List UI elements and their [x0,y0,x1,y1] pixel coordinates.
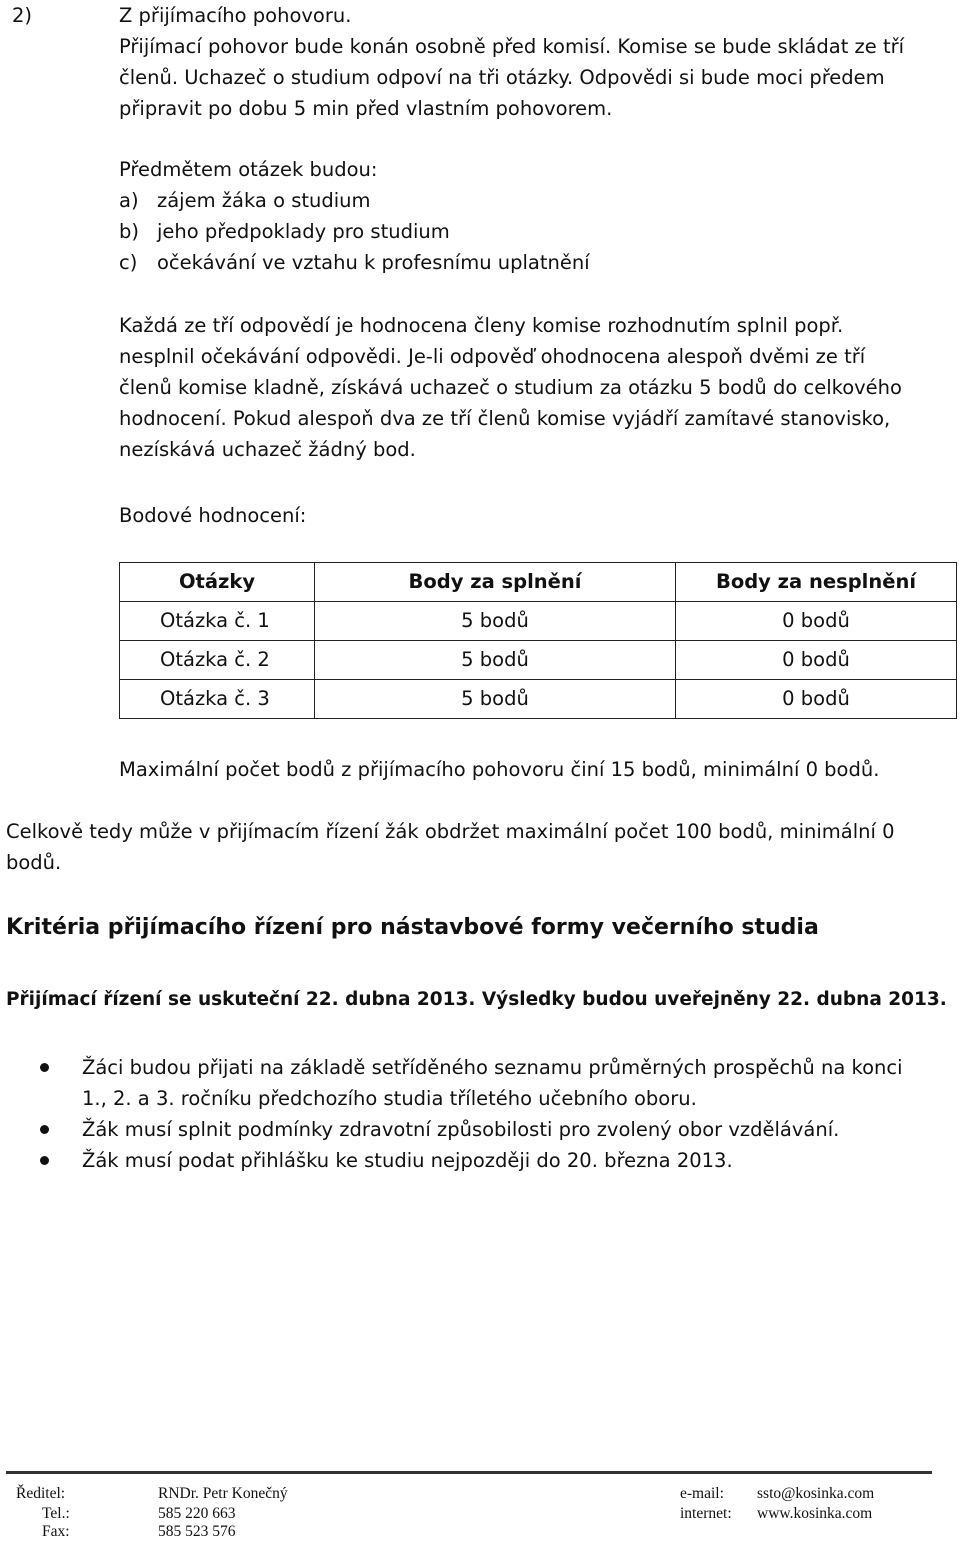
email-value: ssto@kosinka.com [757,1485,875,1502]
list-item [0,1114,903,1145]
question-subjects [119,154,590,278]
fax-label: Fax: [42,1523,70,1540]
total-points-paragraph [6,816,895,878]
bullet-icon [40,1156,49,1165]
list-item-line: Žák musí splnit podmínky zdravotní způsobilosti pro zvolený obor vzdělávání. [82,1118,840,1141]
internet-value: www.kosinka.com [757,1505,873,1522]
subjects-intro: Předmětem otázek budou: [119,158,378,181]
subject-text: zájem žáka o studium [157,189,371,212]
evaluation-paragraph [119,310,902,465]
subject-label: b) [119,220,139,243]
subject-label: c) [119,251,138,274]
table-row [120,602,957,641]
subject-item [119,216,590,247]
evening-study-heading: Kritéria přijímacího řízení pro nástavbové formy večerního studia [6,915,819,940]
table-row [120,680,957,719]
max-points-text: Maximální počet bodů z přijímacího pohovoru činí 15 bodů, minimální 0 bodů. [119,758,880,781]
scoring-heading: Bodové hodnocení: [119,504,307,527]
tel-label: Tel.: [42,1505,70,1522]
subject-text: očekávání ve vztahu k profesnímu uplatnění [157,251,590,274]
fax-value: 585 523 576 [158,1523,236,1540]
subject-item [119,185,590,216]
scoring-table [119,562,957,719]
table-cell: 5 bodů [315,641,676,680]
bullet-icon [40,1125,49,1134]
paragraph-line: Z přijímacího pohovoru. [119,4,352,27]
paragraph-line: členů komise kladně, získává uchazeč o studium za otázku 5 bodů do celkového [119,376,902,399]
table-cell: Otázka č. 3 [120,680,315,719]
column-header: Body za nesplnění [676,563,957,602]
table-header-row [120,563,957,602]
admission-dates: Přijímací řízení se uskuteční 22. dubna 2013. Výsledky budou uveřejněny 22. dubna 2013. [6,989,947,1010]
list-item-line: 1., 2. a 3. ročníku předchozího studia tříletého učebního oboru. [82,1087,697,1110]
paragraph-line: členů. Uchazeč o studium odpoví na tři otázky. Odpovědi si bude moci předem [119,66,885,89]
paragraph-line: bodů. [6,851,62,874]
criteria-list [0,1052,903,1176]
paragraph-line: Celkově tedy může v přijímacím řízení žák obdržet maximální počet 100 bodů, minimální 0 [6,820,895,843]
section-number: 2) [12,4,33,27]
table-cell: 0 bodů [676,641,957,680]
table-cell: 5 bodů [315,680,676,719]
subject-label: a) [119,189,139,212]
list-item-line: Žáci budou přijati na základě setříděného seznamu průměrných prospěchů na konci [82,1056,903,1079]
footer-divider [6,1471,932,1474]
subject-item [119,247,590,278]
table-cell: Otázka č. 2 [120,641,315,680]
paragraph-line: nezískává uchazeč žádný bod. [119,438,416,461]
bullet-icon [40,1063,49,1072]
paragraph-line: připravit po dobu 5 min před vlastním pohovorem. [119,97,613,120]
table-cell: 5 bodů [315,602,676,641]
list-item [0,1052,903,1114]
table-cell: 0 bodů [676,602,957,641]
interview-paragraph [119,0,949,124]
column-header: Body za splnění [315,563,676,602]
paragraph-line: hodnocení. Pokud alespoň dva ze tří členů komise vyjádří zamítavé stanovisko, [119,407,891,430]
list-item [0,1145,903,1176]
paragraph-line: Každá ze tří odpovědí je hodnocena členy komise rozhodnutím splnil popř. [119,314,844,337]
director-label: Ředitel: [16,1485,66,1502]
paragraph-line: Přijímací pohovor bude konán osobně před komisí. Komise se bude skládat ze tří [119,35,905,58]
internet-label: internet: [680,1505,732,1522]
tel-value: 585 220 663 [158,1505,236,1522]
table-row [120,641,957,680]
column-header: Otázky [120,563,315,602]
subject-text: jeho předpoklady pro studium [157,220,450,243]
table-cell: 0 bodů [676,680,957,719]
paragraph-line: nesplnil očekávání odpovědi. Je-li odpověď ohodnocena alespoň dvěmi ze tří [119,345,866,368]
list-item-line: Žák musí podat přihlášku ke studiu nejpozději do 20. března 2013. [82,1149,733,1172]
email-label: e-mail: [680,1485,724,1502]
director-name: RNDr. Petr Konečný [158,1485,288,1502]
table-cell: Otázka č. 1 [120,602,315,641]
